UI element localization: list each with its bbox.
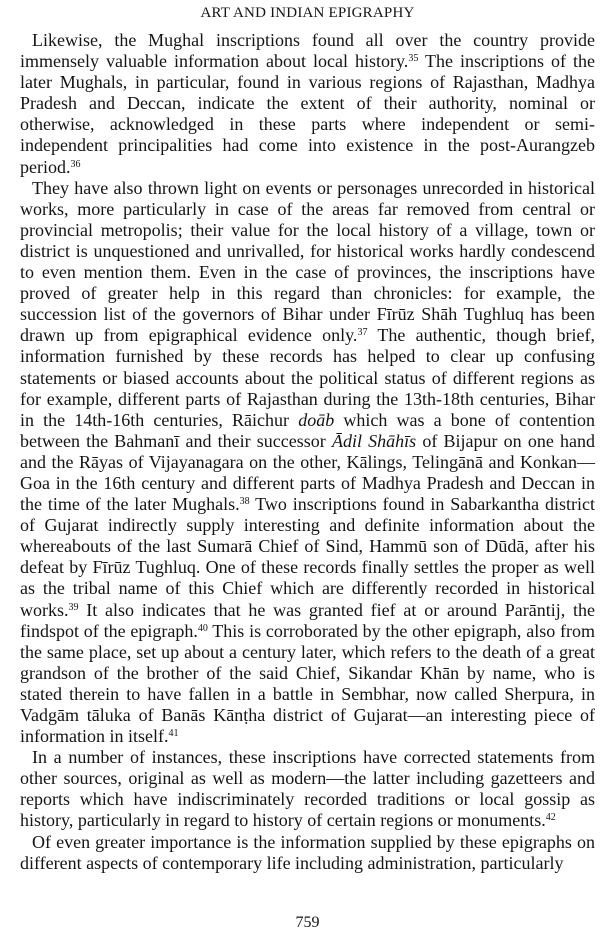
text-run: In a number of instances, these inscriptions have corrected statements from other sources, original as well as modern—the latter including gazetteers and reports which have indiscriminately recorded traditions or local gossip as history, particularly in regard to history of certain regions or monuments. (20, 747, 595, 831)
text-run: The inscriptions of the later Mughals, in particular, found in various regions of Rajasthan, Madhya Pradesh and Deccan, indicate the extent of their authority, nominal or otherwise, acknowledged in these parts where independent or semi-independent principalities had come into existence in the post-Aurangzeb period. (20, 51, 596, 177)
text-run: Likewise, the Mughal inscriptions found all over the country provide immensely valuable information about local history. (20, 30, 595, 72)
footnote-ref: 36 (70, 158, 81, 170)
running-head: ART AND INDIAN EPIGRAPHY (200, 5, 415, 21)
italic-term: doāb (298, 409, 335, 430)
footnote-ref: 39 (68, 601, 79, 613)
footnote-ref: 35 (408, 53, 419, 65)
paragraph (20, 178, 595, 748)
text-run: Two inscriptions found in Sabarkantha district of Gujarat indirectly supply interesting and definite information about the whereabouts of the last Sumarā Chief of Sind, Hammū son of Dūdā, after his defeat by Fīrūz Tughluq. One of these records finally settles the proper as well as the tribal name of this Chief which are differently recorded in historical works. (20, 494, 595, 620)
italic-term: Ādil Shāhīs (331, 430, 417, 451)
footnote-ref: 38 (239, 496, 250, 508)
text-run: Of even greater importance is the information supplied by these epigraphs on different aspects of contemporary life including administration, particularly (20, 831, 595, 873)
paragraph (20, 832, 595, 874)
book-page (20, 0, 595, 945)
body-text (20, 30, 595, 874)
paragraph (20, 30, 595, 178)
text-run: They have also thrown light on events or personages unrecorded in historical works, more particularly in case of the areas far removed from central or provincial metropolis; their value for the local history of a village, town or district is unquestioned and unrivalled, for historical works hardly condescend to even mention them. Even in the case of provinces, the inscriptions have proved of greater help in this regard than chronicles: for example, the succession list of the governors of Bihar under Fīrūz Shāh Tughluq has been drawn up from epigraphical evidence only. (20, 177, 595, 346)
footnote-ref: 42 (545, 812, 556, 824)
text-run: which was a bone of contention between the Bahmanī and their successor (20, 409, 596, 451)
text-run: The authentic, though brief, information furnished by these records has helped to clear up confusing statements or biased accounts about the political status of different regions as for example, different parts of Rajasthan during the 13th-18th centuries, Bihar in the 14th-16th centuries, Rāichur (20, 325, 596, 430)
text-run: This is corroborated by the other epigraph, also from the same place, set up about a century later, which refers to the death of a great grandson of the brother of the said Chief, Sikandar Khān by name, who is stated therein to have fallen in a battle in Sembhar, now called Sherpura, in Vadgām tāluka of Banās Kānṭha district of Gujarat—an interesting piece of information in itself. (20, 620, 595, 747)
page-number: 759 (295, 914, 320, 931)
paragraph (20, 747, 595, 831)
footnote-ref: 41 (168, 728, 179, 740)
text-run: of Bijapur on one hand and the Rāyas of Vijayanagara on the other, Kālings, Telingānā and Konkan—Goa in the 16th century and different parts of Madhya Pradesh and Deccan in the time of the later Mughals. (20, 430, 595, 515)
text-run: It also indicates that he was granted fief at or around Parāntij, the findspot of the epigraph. (20, 599, 595, 641)
footnote-ref: 37 (357, 327, 368, 339)
footnote-ref: 40 (197, 622, 208, 634)
